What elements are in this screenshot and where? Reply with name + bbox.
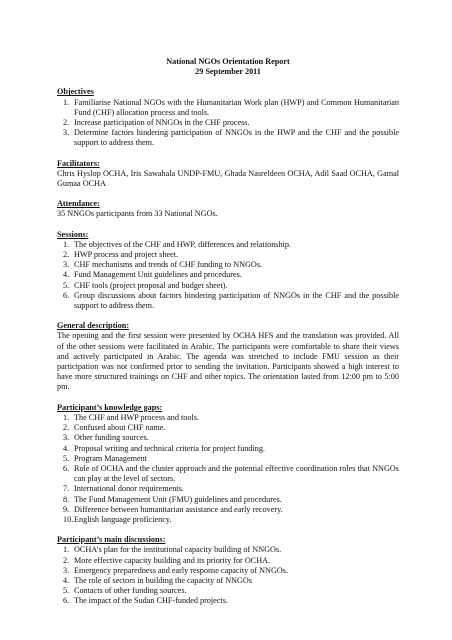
sessions-list [57, 240, 399, 311]
attendance-text: 35 NNGOs participants from 33 National NGOs. [57, 209, 218, 219]
general-description-section [57, 321, 399, 392]
list-item: 1. Familiarise National NGOs with the Humanitarian Work plan (HWP) and Common Humanitarian Fund (CHF) allocation process and tools. [63, 97, 399, 117]
list-item: 2. Confused about CHF name. [63, 423, 166, 433]
list-item: 4. Fund Management Unit guidelines and procedures. [63, 270, 242, 280]
list-item: 3. Emergency preparedness and early response capacity of NNGOs. [63, 565, 289, 575]
list-item: 6. The impact of the Sudan CHF-funded projects. [63, 596, 228, 606]
list-item: 4. Proposal writing and technical criteria for project funding. [63, 443, 265, 453]
list-item: 4. The role of sectors in building the capacity of NNGOs [63, 575, 253, 585]
list-item: 2. More effective capacity building and its priority for OCHA. [63, 555, 271, 565]
list-item: 3. Other funding sources. [63, 433, 149, 443]
main-discussions-list [57, 545, 399, 606]
list-item: 8. The Fund Management Unit (FMU) guidelines and procedures. [63, 494, 282, 504]
objectives-list [57, 98, 399, 149]
sessions-heading: Sessions: [57, 229, 89, 239]
facilitators-section [57, 159, 399, 190]
list-item: 5. CHF tools (project proposal and budget sheet). [63, 280, 228, 290]
knowledge-gaps-section [57, 403, 399, 525]
list-item: 1. OCHA’s plan for the institutional capacity building of NNGOs. [63, 545, 282, 555]
main-discussions-heading: Participant’s main discussions: [57, 535, 166, 545]
general-description-text: The opening and the first session were presented by OCHA HFS and the translation was provided. All of the other sessions were facilitated in Arabic. The participants were comfortable to share their views and actively participated in Arabic. The agenda was stretched to include FMU session as their participation was not confirmed prior to sending the invitation. Participants showed a high interest to have more structured trainings on CHF and other topics. The orientation lasted from 12:00 pm to 5:00 pm. [57, 331, 399, 392]
list-item: 7. International donor requirements. [63, 484, 184, 494]
list-item: 3. Determine factors hindering participation of NNGOs in the HWP and the CHF and the possible support to address them. [63, 128, 399, 148]
main-discussions-section [57, 535, 399, 606]
document-content [57, 57, 399, 607]
list-item: 2. HWP process and project sheet. [63, 250, 179, 260]
list-item: 10. English language proficiency. [63, 514, 172, 524]
list-item: 6. Group discussions about factors hindering participation of NNGOs in the CHF and the possible support to address them. [63, 290, 399, 311]
objectives-section [57, 87, 399, 148]
attendance-section [57, 199, 399, 219]
report-date: 29 September 2011 [195, 67, 261, 77]
list-item: 5. Program Management [63, 453, 147, 463]
list-item: 5. Contacts of other funding sources. [63, 586, 187, 596]
facilitators-heading: Facilitators: [57, 158, 100, 168]
list-item: 1. The CHF and HWP process and tools. [63, 412, 199, 422]
general-description-heading: General description: [57, 321, 130, 331]
objectives-heading: Objectives [57, 87, 94, 97]
attendance-heading: Attendance: [57, 199, 100, 209]
list-item: 6. Role of OCHA and the cluster approach and the potential effective coordination roles that NNGOs can play at the level of sectors. [63, 463, 399, 484]
sessions-section [57, 230, 399, 312]
list-item: 1. The objectives of the CHF and HWP, differences and relationship. [63, 239, 291, 249]
list-item: 2. Increase participation of NNGOs in the CHF process. [63, 118, 250, 128]
facilitators-text: Chris Hyslop OCHA, Iris Sawahala UNDP-FMU, Ghada Nasreldeen OCHA, Adil Saad OCHA, Gamal Gumaa OCHA [57, 168, 399, 189]
list-item: 9. Difference between humanitarian assistance and early recovery. [63, 504, 283, 514]
report-title: National NGOs Orientation Report [166, 57, 290, 66]
knowledge-gaps-list [57, 413, 399, 525]
list-item: 3. CHF mechanisms and trends of CHF funding to NNGOs. [63, 260, 263, 270]
knowledge-gaps-heading: Participant’s knowledge gaps: [57, 402, 163, 412]
